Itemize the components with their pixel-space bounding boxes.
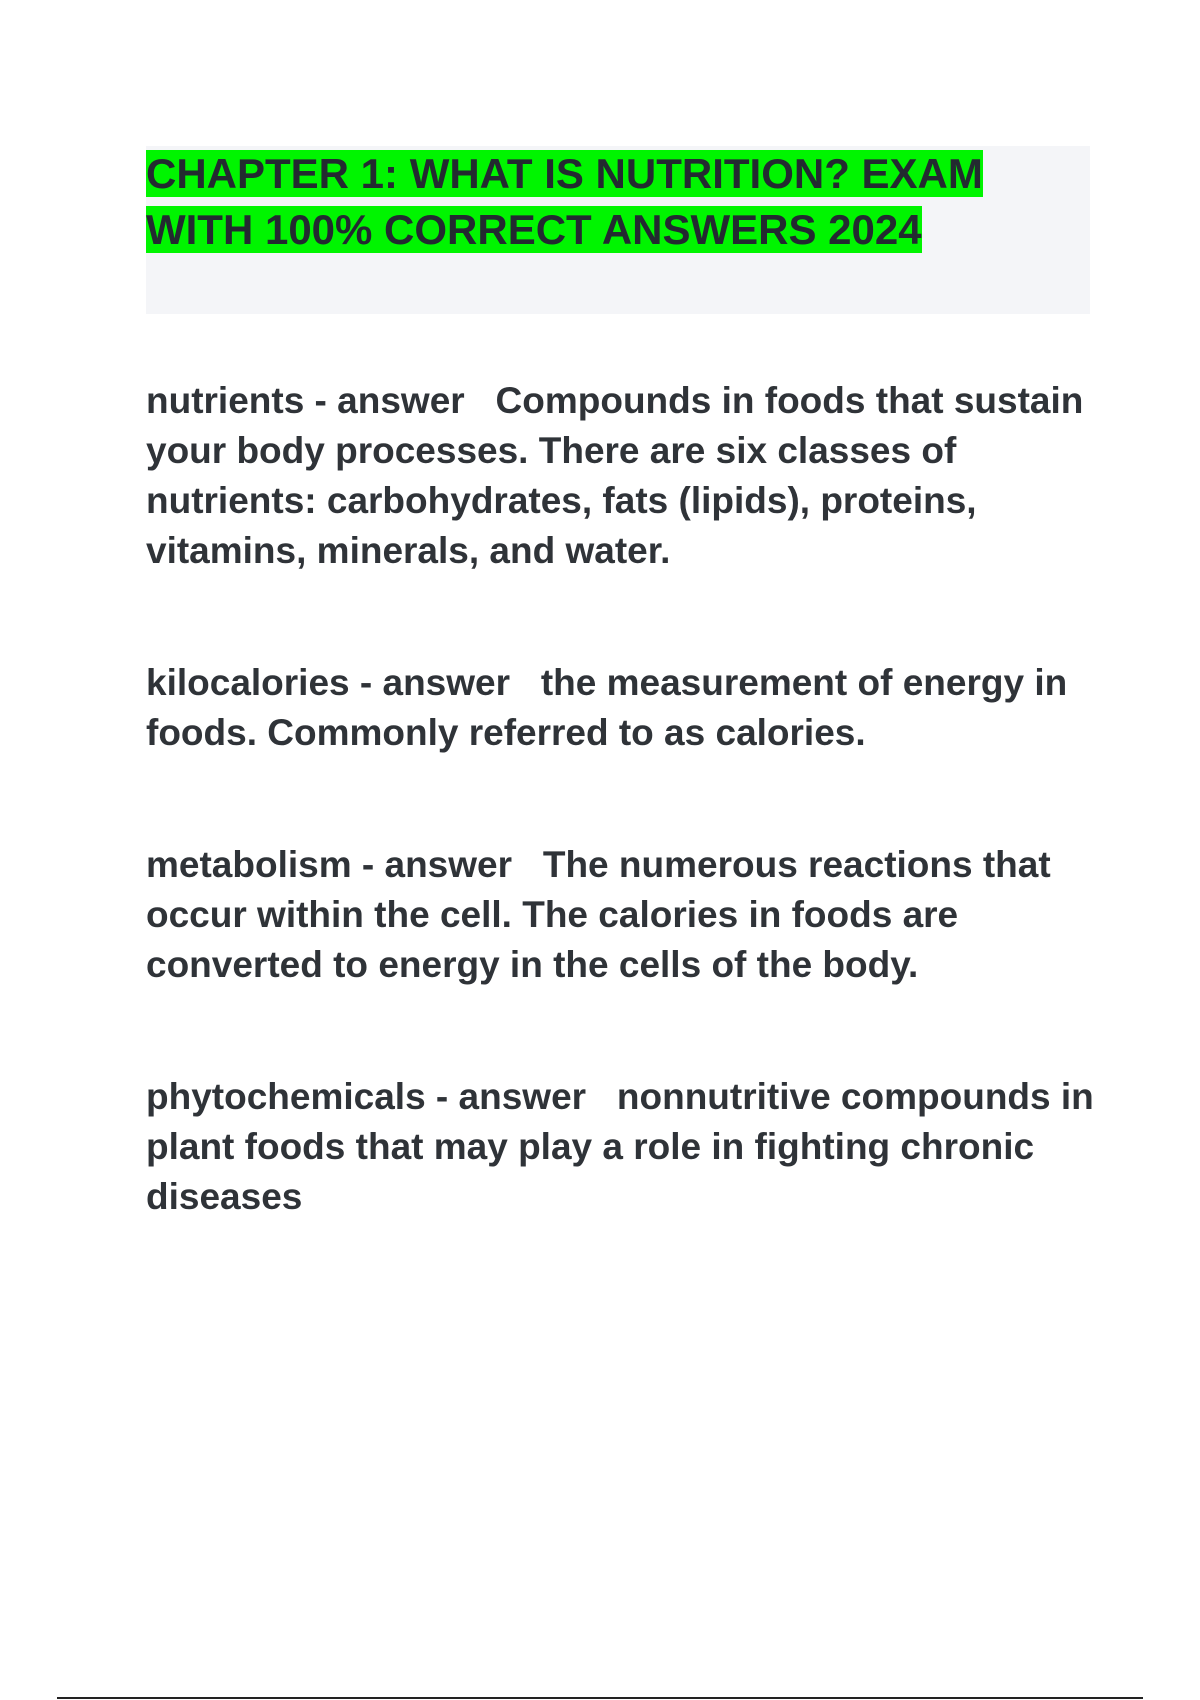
entry-separator: - answer — [349, 662, 541, 703]
qa-entry-metabolism — [146, 840, 1096, 990]
entry-definition: nonnutritive compounds in plant foods that may play a role in fighting chronic diseases — [146, 1076, 1094, 1217]
entry-definition: The numerous reactions that occur within the cell. The calories in foods are converted to energy in the cells of the body. — [146, 844, 1051, 985]
entry-term: metabolism — [146, 844, 352, 885]
title-block — [146, 146, 1090, 314]
entry-separator: - answer — [351, 844, 543, 885]
entry-term: phytochemicals — [146, 1076, 426, 1117]
qa-entry-kilocalories — [146, 658, 1096, 758]
qa-list — [146, 376, 1096, 1222]
qa-entry-nutrients — [146, 376, 1096, 576]
entry-definition: the measurement of energy in foods. Commonly referred to as calories. — [146, 662, 1068, 753]
entry-separator: - answer — [304, 380, 496, 421]
document-title — [146, 146, 1090, 258]
title-highlight: CHAPTER 1: WHAT IS NUTRITION? EXAM WITH 100% CORRECT ANSWERS 2024 — [146, 150, 983, 253]
entry-separator: - answer — [425, 1076, 617, 1117]
entry-term: nutrients — [146, 380, 305, 421]
entry-term: kilocalories — [146, 662, 350, 703]
qa-entry-phytochemicals — [146, 1072, 1096, 1222]
entry-definition: Compounds in foods that sustain your body processes. There are six classes of nutrients: carbohydrates, fats (lipids), proteins, vitamins, minerals, and water. — [146, 380, 1084, 571]
page-bottom-rule — [57, 1697, 1143, 1699]
